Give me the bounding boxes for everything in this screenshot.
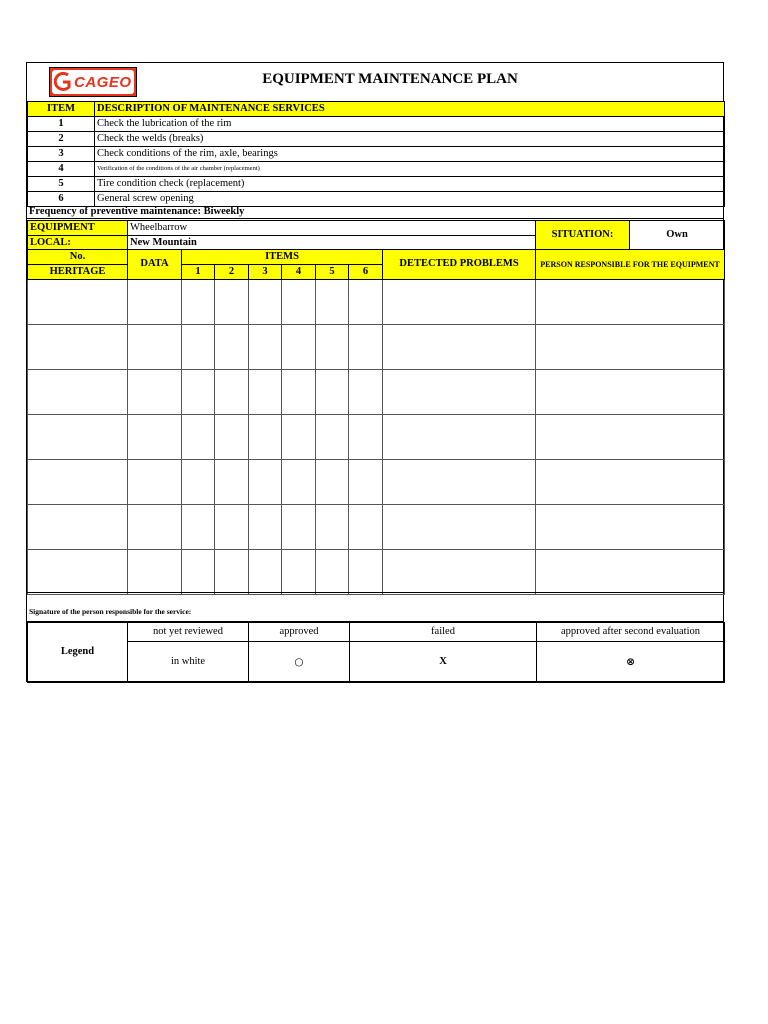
log-cell[interactable] [249,370,282,415]
log-cell[interactable] [215,550,249,595]
log-cell[interactable] [249,280,282,325]
logo-text: CAGEO [74,73,132,91]
log-cell[interactable] [182,460,215,505]
log-row [28,325,725,370]
log-cell[interactable] [316,280,349,325]
maintenance-plan-sheet [26,62,724,682]
log-cell[interactable] [182,280,215,325]
service-description: Check the welds (breaks) [95,132,725,147]
legend-not-reviewed: not yet reviewed [128,623,249,642]
log-cell[interactable] [182,325,215,370]
log-cell[interactable] [316,460,349,505]
log-cell[interactable] [383,460,536,505]
log-cell[interactable] [28,370,128,415]
items-header: ITEMS [182,250,383,265]
equipment-label: EQUIPMENT [28,221,128,236]
maintenance-frequency: Frequency of preventive maintenance: Biweekly [27,205,724,219]
log-cell[interactable] [182,505,215,550]
log-cell[interactable] [128,280,182,325]
local-label: LOCAL: [28,236,128,251]
log-cell[interactable] [536,325,725,370]
legend-approved: approved [249,623,350,642]
item-number-header: 5 [316,265,349,280]
local-value[interactable]: New Mountain [128,236,536,251]
log-cell[interactable] [282,280,316,325]
service-row [28,147,725,162]
log-cell[interactable] [182,370,215,415]
log-cell[interactable] [215,460,249,505]
log-cell[interactable] [536,460,725,505]
services-header-row [28,102,725,117]
log-cell[interactable] [128,325,182,370]
page-title: EQUIPMENT MAINTENANCE PLAN [262,71,518,87]
service-row [28,177,725,192]
signature-line[interactable]: Signature of the person responsible for the service: [27,592,724,622]
log-cell[interactable] [349,370,383,415]
service-number: 3 [28,147,95,162]
log-cell[interactable] [282,370,316,415]
service-description: Verification of the conditions of the air chamber (replacement) [95,162,725,177]
description-header: DESCRIPTION OF MAINTENANCE SERVICES [95,102,725,117]
log-cell[interactable] [28,460,128,505]
log-cell[interactable] [249,550,282,595]
log-cell[interactable] [536,505,725,550]
item-number-header: 1 [182,265,215,280]
log-cell[interactable] [182,415,215,460]
log-cell[interactable] [316,550,349,595]
service-description: Check the lubrication of the rim [95,117,725,132]
situation-value[interactable]: Own [630,221,725,251]
circle-icon: ○ [249,642,350,683]
service-number: 2 [28,132,95,147]
legend-label: Legend [28,623,128,683]
service-number: 5 [28,177,95,192]
detected-problems-header: DETECTED PROBLEMS [383,250,536,280]
log-cell[interactable] [383,280,536,325]
equipment-table [27,220,725,251]
log-cell[interactable] [282,550,316,595]
log-cell[interactable] [349,325,383,370]
cageo-logo-icon [54,72,72,92]
log-cell[interactable] [349,280,383,325]
log-cell[interactable] [215,325,249,370]
log-cell[interactable] [383,415,536,460]
legend-in-white: in white [128,642,249,683]
item-number-header: 3 [249,265,282,280]
log-row [28,550,725,595]
log-cell[interactable] [249,505,282,550]
log-cell[interactable] [249,460,282,505]
log-cell[interactable] [215,505,249,550]
item-number-header: 6 [349,265,383,280]
service-description: General screw opening [95,192,725,207]
service-number: 4 [28,162,95,177]
equipment-value[interactable]: Wheelbarrow [128,221,536,236]
service-description: Tire condition check (replacement) [95,177,725,192]
log-cell[interactable] [28,415,128,460]
services-table [27,101,725,207]
no-header: No. [28,250,128,265]
legend-table [27,622,725,683]
circled-x-icon: ⊗ [537,642,725,683]
log-cell[interactable] [128,460,182,505]
log-cell[interactable] [128,505,182,550]
log-cell[interactable] [249,325,282,370]
log-cell[interactable] [536,280,725,325]
log-cell[interactable] [28,280,128,325]
log-cell[interactable] [28,325,128,370]
log-cell[interactable] [316,505,349,550]
log-cell[interactable] [282,415,316,460]
legend-failed: failed [350,623,537,642]
log-cell[interactable] [536,550,725,595]
item-header: ITEM [28,102,95,117]
situation-label: SITUATION: [536,221,630,251]
log-cell[interactable] [349,550,383,595]
log-row [28,505,725,550]
log-cell[interactable] [28,550,128,595]
service-description: Check conditions of the rim, axle, bearings [95,147,725,162]
log-cell[interactable] [383,505,536,550]
x-icon: X [350,642,537,683]
log-cell[interactable] [128,550,182,595]
log-cell[interactable] [282,325,316,370]
log-cell[interactable] [316,415,349,460]
service-number: 6 [28,192,95,207]
header [27,63,723,101]
log-cell[interactable] [282,460,316,505]
log-cell[interactable] [282,505,316,550]
log-row [28,460,725,505]
log-cell[interactable] [383,370,536,415]
heritage-header: HERITAGE [28,265,128,280]
log-cell[interactable] [128,370,182,415]
log-cell[interactable] [536,370,725,415]
log-cell[interactable] [349,415,383,460]
service-row [28,132,725,147]
log-cell[interactable] [215,280,249,325]
log-cell[interactable] [349,505,383,550]
service-number: 1 [28,117,95,132]
log-cell[interactable] [383,325,536,370]
log-cell[interactable] [28,505,128,550]
company-logo [49,67,137,97]
log-cell[interactable] [349,460,383,505]
log-cell[interactable] [316,325,349,370]
log-row [28,370,725,415]
service-row [28,162,725,177]
data-header: DATA [128,250,182,280]
legend-approved-second: approved after second evaluation [537,623,725,642]
person-responsible-header: PERSON RESPONSIBLE FOR THE EQUIPMENT [536,250,725,280]
log-cell[interactable] [215,370,249,415]
log-cell[interactable] [215,415,249,460]
log-cell[interactable] [182,550,215,595]
log-cell[interactable] [316,370,349,415]
log-cell[interactable] [383,550,536,595]
item-number-header: 4 [282,265,316,280]
log-cell[interactable] [128,415,182,460]
log-cell[interactable] [249,415,282,460]
log-row [28,415,725,460]
log-cell[interactable] [536,415,725,460]
service-row [28,117,725,132]
log-row [28,280,725,325]
item-number-header: 2 [215,265,249,280]
maintenance-log-table [27,249,725,595]
